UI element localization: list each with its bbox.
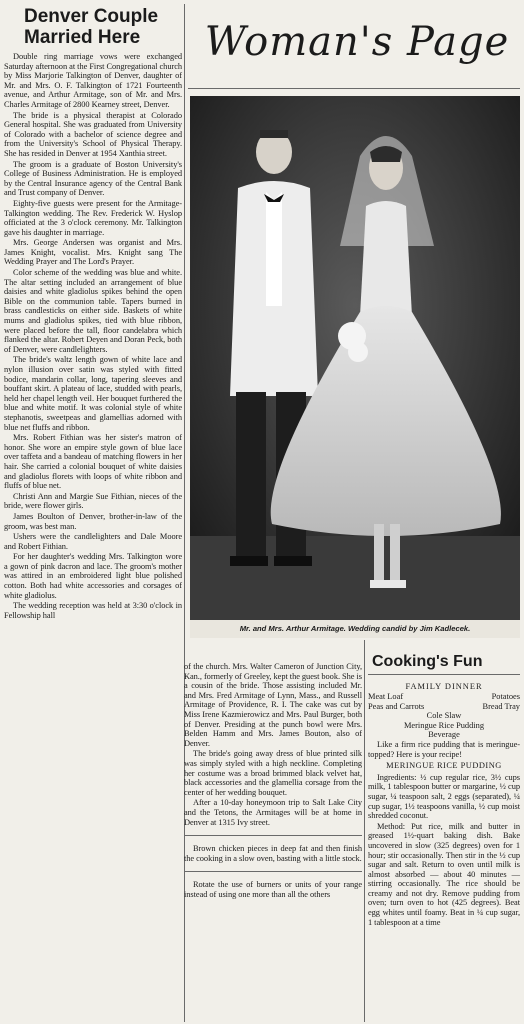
menu-row (368, 702, 520, 712)
article-paragraph: Eighty-five guests were present for the Armitage-Talkington wedding. The Rev. Frederick W. Hyslop officiated at the 3 o'clock ceremony. Mr. Talkington gave his daughter in marriage. (4, 198, 182, 237)
article-paragraph: The groom is a graduate of Boston University's College of Business Administration. He is employed by the Central Insurance agency of the Central Bank and Trust company of Denver. (4, 159, 182, 198)
article-paragraph: The wedding reception was held at 3:30 o'clock in Fellowship hall (4, 601, 182, 620)
article-column (4, 6, 182, 621)
photo-caption: Mr. and Mrs. Arthur Armitage. Wedding candid by Jim Kadlecek. (190, 620, 520, 638)
article-paragraph: Mrs. George Andersen was organist and Mrs. James Knight, vocalist. Mrs. Knight sang The Wedding Prayer and The Lord's Prayer. (4, 238, 182, 267)
article-continued-column (184, 662, 362, 900)
menu-item: Potatoes (491, 692, 520, 701)
article-body (4, 52, 182, 620)
menu-item: Peas and Carrots (368, 701, 425, 711)
menu-heading: FAMILY DINNER (405, 682, 483, 691)
section-banner: Woman's Page (204, 19, 510, 65)
recipe-ingredients: Ingredients: ½ cup regular rice, 3½ cups milk, 1 tablespoon butter or margarine, ½ cup sugar, ¼ teaspoon salt, 2 eggs (separated), ¼ cup sugar, 1½ teaspoons vanilla, ½ cup moist shredded coconut. (368, 772, 520, 821)
article-headline: Denver Couple Married Here (24, 6, 159, 48)
banner-rule (188, 88, 520, 89)
menu-item: Bread Tray (482, 701, 520, 711)
filler-rule (184, 835, 362, 836)
article-paragraph: Christi Ann and Margie Sue Fithian, nieces of the bride, were flower girls. (4, 491, 182, 511)
article-paragraph: The bride's going away dress of blue printed silk was simply styled with a high neckline. Completing her costume was a broad brimmed black velvet hat, black accessories and the glamellia corsage from the center of her wedding bouquet. (184, 749, 362, 797)
cooking-title-rule (368, 674, 520, 675)
article-paragraph: For her daughter's wedding Mrs. Talkington wore a gown of pink dacron and lace. The groom's mother was attired in an embroidered light blue polished cotton. Both had white accessories and corsages of white gladiolus. (4, 552, 182, 600)
recipe-title: MERINGUE RICE PUDDING (386, 761, 502, 771)
article-continued-body (184, 662, 362, 899)
menu-item: Cole Slaw (426, 711, 462, 721)
article-paragraph: Color scheme of the wedding was blue and white. The altar setting included an arrangement of blue daisies and white gladiolus spikes behind the open Bible on the communion table. Tapers burned in brass candlesticks on either side. Baskets of white mums and gladiolus spikes, tied with blue ribbon, were placed before the tall, floor candelabra which flanked the altar. Robert Deyen and Doran Peck, both of Denver, were candlelighters. (4, 268, 182, 354)
wedding-couple-illustration (190, 96, 520, 620)
filler-paragraph: Brown chicken pieces in deep fat and then finish the cooking in a slow oven, basting with a little stock. (184, 844, 362, 863)
recipe-body (368, 740, 520, 927)
recipe-intro: Like a firm rice pudding that is meringue-topped? Here is your recipe! (368, 739, 520, 759)
menu-row (368, 692, 520, 702)
article-paragraph: The bride's waltz length gown of white lace and nylon illusion over satin was styled with fitted bodice, mandarin collar, long, tapering sleeves and bouffant skirt. A plateau of lace, studded with pearls, held her chapel length veil. Her bouquet furthered the blue and white motif. It was colonial style of white stephanotis, sweetpeas and glamellias adorned with blue net fluffs and ribbon. (4, 355, 182, 432)
menu-item: Meringue Rice Pudding (403, 720, 485, 730)
menu-item: Beverage (428, 730, 460, 740)
article-paragraph: James Boulton of Denver, brother-in-law of the groom, was best man. (4, 511, 182, 531)
article-paragraph: of the church. Mrs. Walter Cameron of Junction City, Kan., formerly of Greeley, kept the guest book. She is a cousin of the bride. Those assisting included Mr. and Mrs. Fred Armitage of Lynn, Mass., and Russell Armitage of Providence, R. I. The cake was cut by Miss Irene Kazmierowicz and Mrs. Paul Burger, both of Denver. Presiding at the punch bowl were Mrs. Belden Hamm and Mrs. James Bouton, also of Denver. (184, 662, 362, 748)
menu-item: Meat Loaf (368, 692, 404, 701)
article-paragraph: The bride is a physical therapist at Colorado General hospital. She was graduated from University of Colorado with a bachelor of science degree and from the University's School of Physical Therapy. She has resided in Denver at 1954 Xanthia street. (4, 110, 182, 158)
article-paragraph: Double ring marriage vows were exchanged Saturday afternoon at the First Congregational church by Miss Marjorie Talkington of Denver, daughter of Mr. and Mrs. O. F. Talkington of 1721 Fourteenth avenue, and Arthur Armitage, son of Mr. and Mrs. Charles Armitage of 2800 Kearney street, Denver. (4, 52, 182, 109)
cooking-column (368, 678, 520, 928)
recipe-method: Method: Put rice, milk and butter in greased 1½-quart baking dish. Bake uncovered in slow (325 degrees) oven for 1 hour; stir occasionally. Then stir in the ½ cup sugar and salt. Return to oven until milk is almost absorbed — about 40 minutes — stirring occasionally. The rice should be creamy and not dry. Remove pudding from oven; turn oven to hot (425 degrees). Beat egg whites until foamy. Beat in ¼ cup sugar, 1 tablespoon at a time (368, 821, 520, 927)
wedding-photo (190, 96, 520, 620)
filler-paragraph: Rotate the use of burners or units of your range instead of using one more than all the others (184, 880, 362, 899)
filler-rule (184, 871, 362, 872)
cooking-title: Cooking's Fun (372, 653, 483, 670)
article-paragraph: Ushers were the candlelighters and Dale Moore and Robert Fithian. (4, 532, 182, 551)
column-rule (364, 640, 365, 1022)
article-paragraph: After a 10-day honeymoon trip to Salt Lake City and the Tetons, the Armitages will be at home in Denver at 1315 Ivy street. (184, 798, 362, 827)
article-paragraph: Mrs. Robert Fithian was her sister's matron of honor. She wore an empire style gown of blue lace over taffeta and a bandeau of matching flowers in her hair. She carried a colonial bouquet of white daisies and gladiolus florets with loops of white ribbon and fluffs of blue net. (4, 433, 182, 491)
